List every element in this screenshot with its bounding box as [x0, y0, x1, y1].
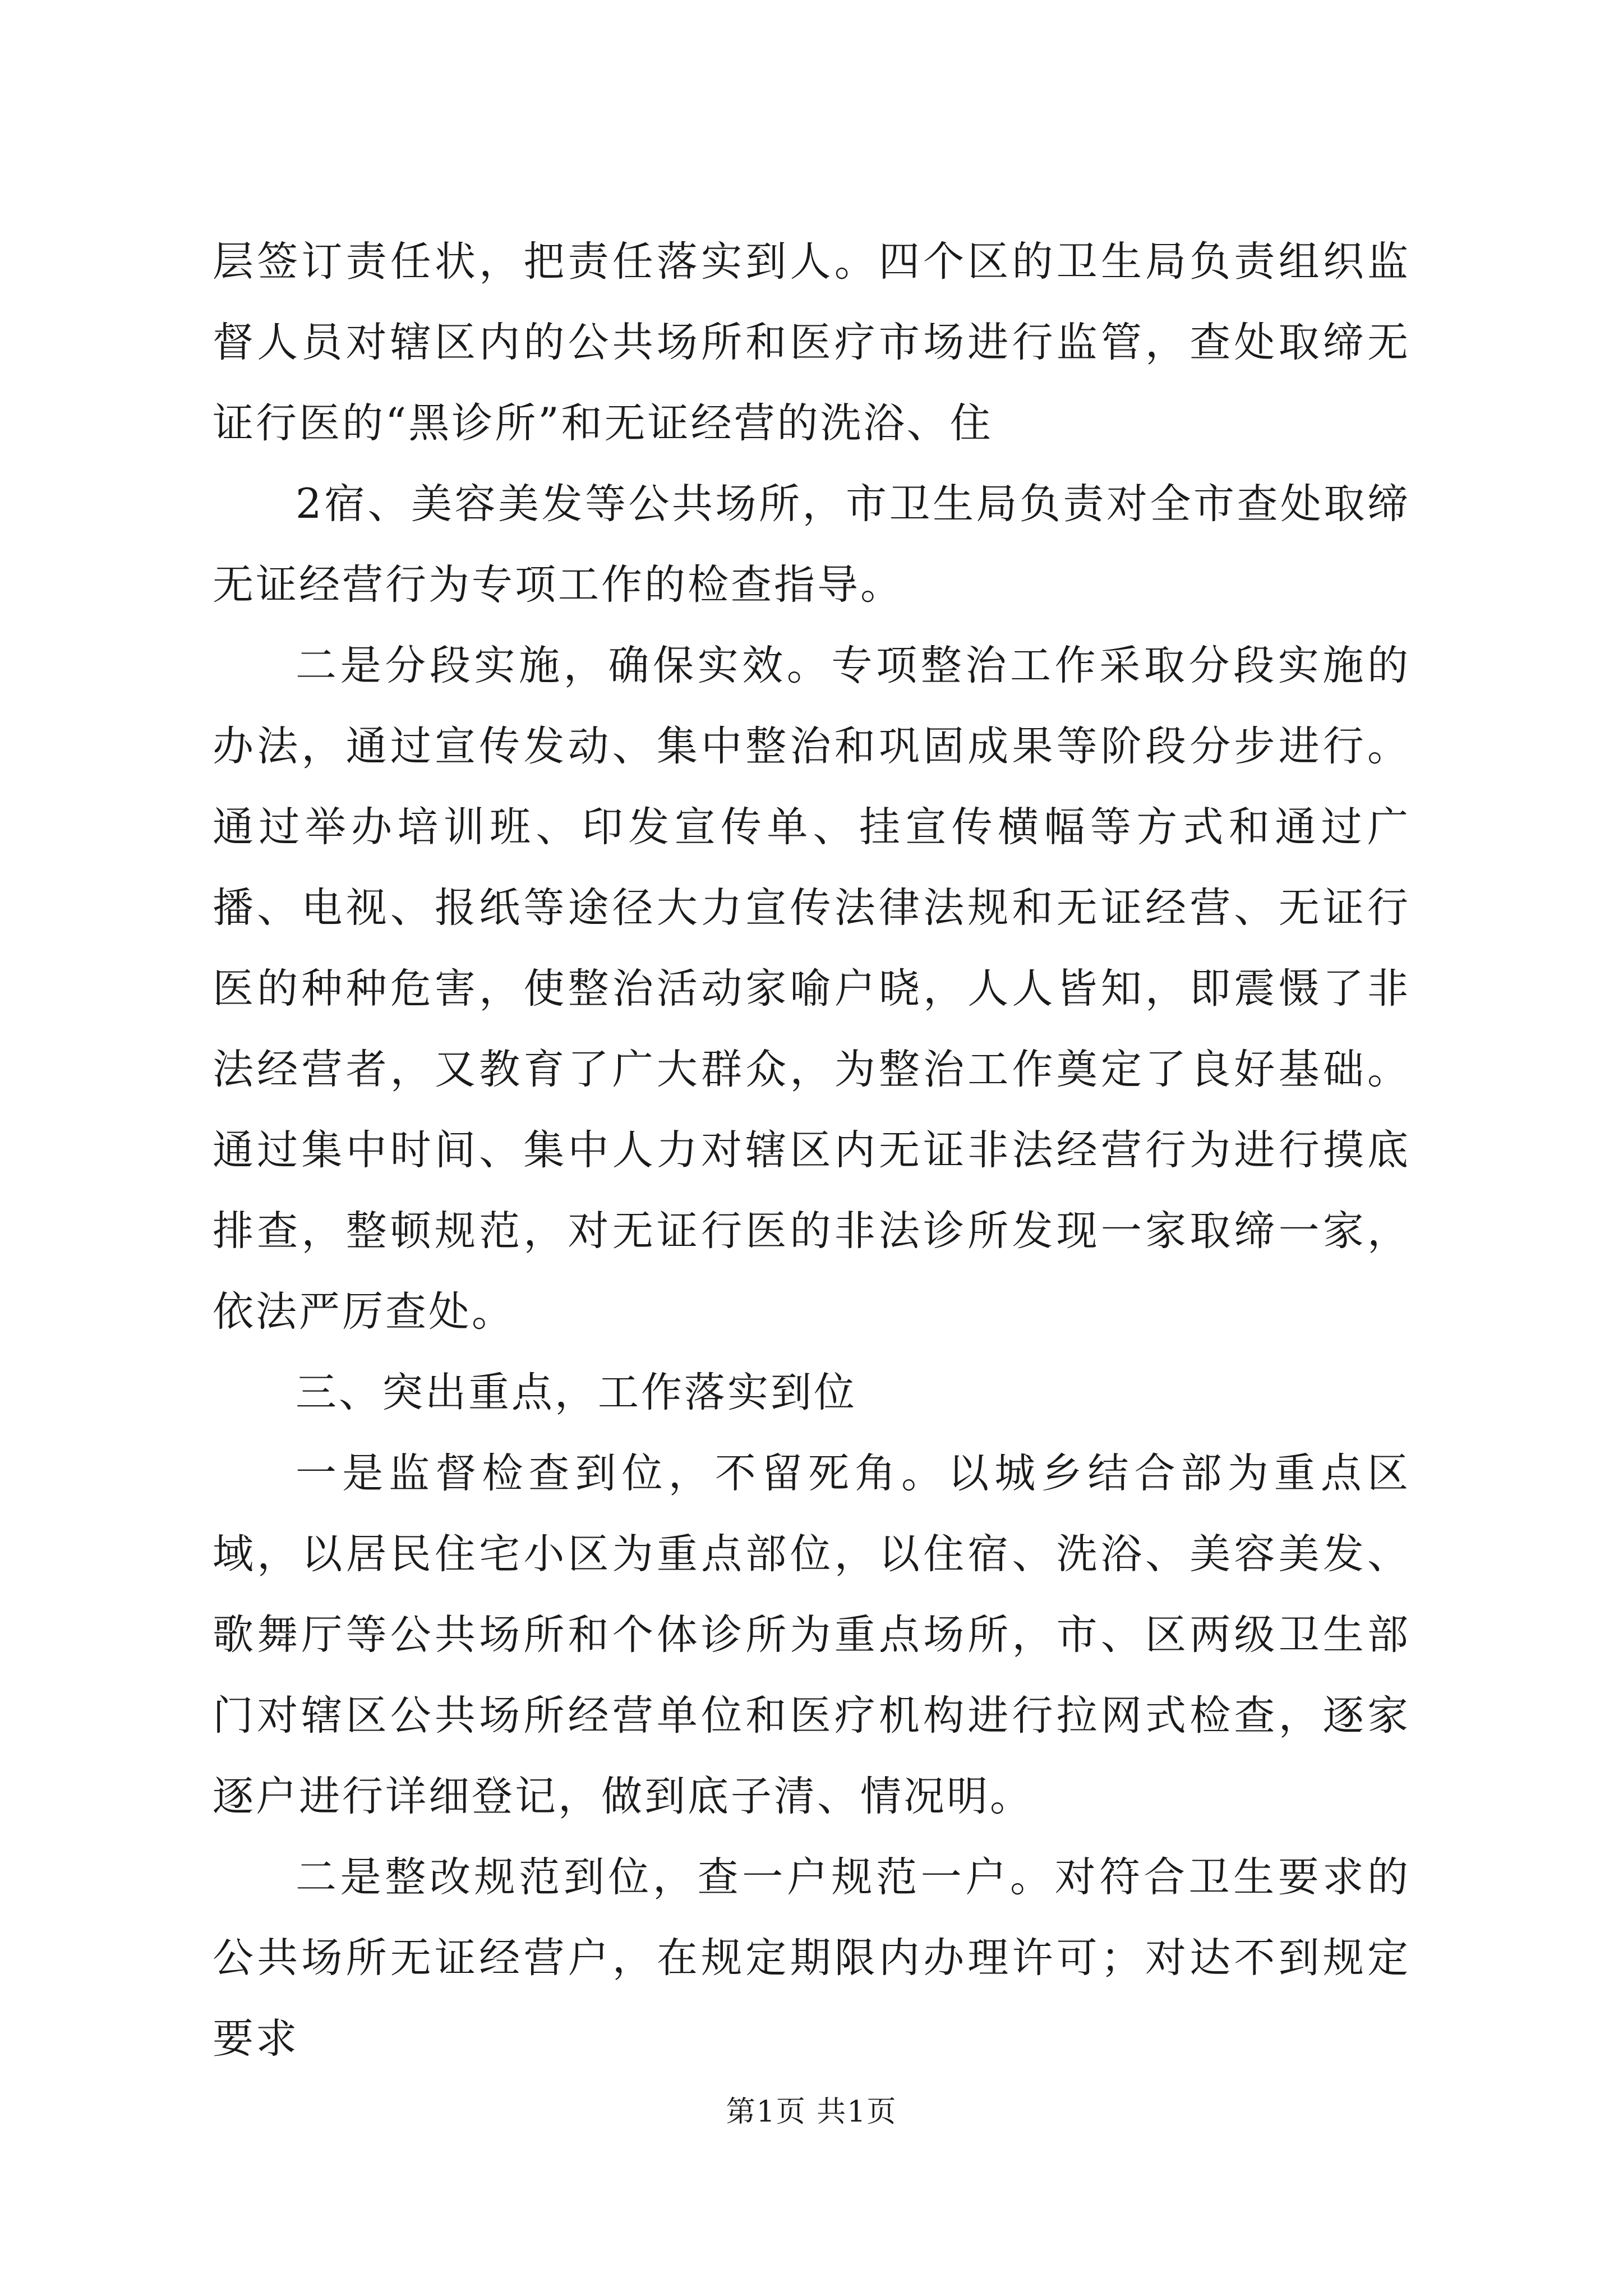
paragraph-3: 二是分段实施，确保实效。专项整治工作采取分段实施的办法，通过宣传发动、集中整治和巩固成果等阶段分步进行。通过举办培训班、印发宣传单、挂宣传横幅等方式和通过广播、电视、报纸等途径大力宣传法律法规和无证经营、无证行医的种种危害，使整治活动家喻户晓，人人皆知，即震慑了非法经营者，又教育了广大群众，为整治工作奠定了良好基础。通过集中时间、集中人力对辖区内无证非法经营行为进行摸底排查，整顿规范，对无证行医的非法诊所发现一家取缔一家，依法严厉查处。 — [213, 642, 1410, 1336]
paragraph-5: 一是监督检查到位，不留死角。以城乡结合部为重点区域，以居民住宅小区为重点部位，以住宿、洗浴、美容美发、歌舞厅等公共场所和个体诊所为重点场所，市、区两级卫生部门对辖区公共场所经营单位和医疗机构进行拉网式检查，逐家逐户进行详细登记，做到底子清、情况明。 — [213, 1450, 1410, 1820]
paragraph-6: 二是整改规范到位，查一户规范一户。对符合卫生要求的公共场所无证经营户，在规定期限内办理许可；对达不到规定要求 — [213, 1853, 1410, 2063]
document-body — [213, 222, 1410, 2079]
section-heading: 三、突出重点，工作落实到位 — [296, 1369, 857, 1416]
paragraph-1: 层签订责任状，把责任落实到人。四个区的卫生局负责组织监督人员对辖区内的公共场所和医疗市场进行监管，查处取缔无证行医的“黑诊所”和无证经营的洗浴、住 — [213, 238, 1410, 447]
page-footer: 第1页 共1页 — [726, 2095, 897, 2129]
paragraph-2: 2宿、美容美发等公共场所，市卫生局负责对全市查处取缔无证经营行为专项工作的检查指导。 — [213, 480, 1410, 609]
